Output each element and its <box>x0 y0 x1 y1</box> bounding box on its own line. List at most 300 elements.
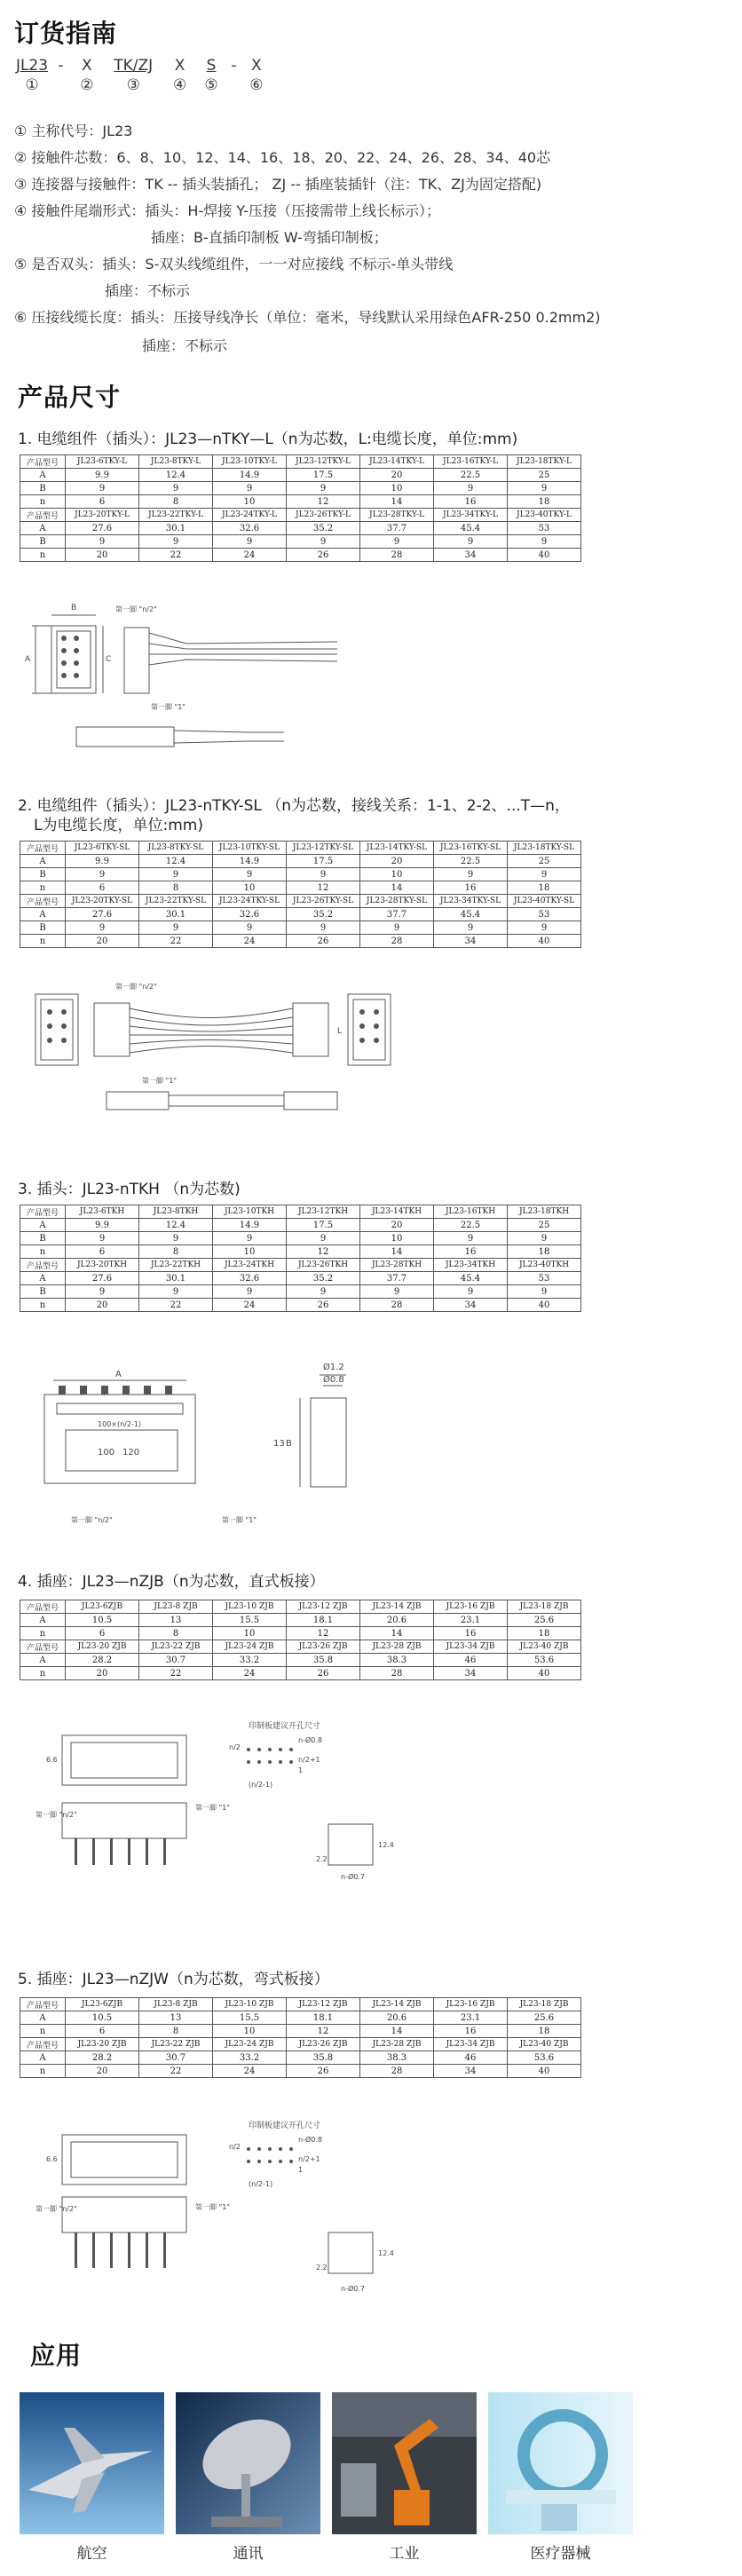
table-row <box>20 1232 581 1245</box>
table-cell: 16 <box>434 1627 508 1640</box>
table-cell: 25.6 <box>508 1614 581 1627</box>
table-cell: 30.7 <box>139 1654 213 1667</box>
table-row <box>20 855 581 868</box>
table-cell: A <box>20 855 66 868</box>
table-cell: 12 <box>287 2025 360 2038</box>
table-cell: 28.2 <box>66 2051 139 2065</box>
label-h1: 6.6 <box>46 2155 58 2163</box>
table-header-cell: JL23-20TKH <box>66 1259 139 1272</box>
table-header-cell: JL23-20TKY-SL <box>66 895 139 908</box>
table-header-row <box>20 842 581 855</box>
table-header-cell: JL23-22 ZJB <box>139 2038 213 2051</box>
table-cell: 53 <box>508 908 581 921</box>
table-header-row <box>20 455 581 469</box>
table-header-cell: JL23-34TKY-SL <box>434 895 508 908</box>
table-header-row <box>20 1205 581 1219</box>
table-cell: 35.2 <box>287 522 360 535</box>
drawing-label-c: C <box>106 655 112 664</box>
label-n21: n/2+1 <box>298 2155 320 2163</box>
table-header-cell: JL23-22TKY-SL <box>139 895 213 908</box>
spec-table-4 <box>20 1600 581 1680</box>
table-cell: 16 <box>434 2025 508 2038</box>
table-header-cell: 产品型号 <box>20 509 66 522</box>
table-row <box>20 1272 581 1285</box>
straight-socket-drawing <box>36 1718 408 1895</box>
table-cell: 14.9 <box>213 1219 287 1232</box>
table-cell: 13 <box>139 1614 213 1627</box>
table-row <box>20 1614 581 1627</box>
table-cell: 10 <box>213 1627 287 1640</box>
table-cell: 27.6 <box>66 908 139 921</box>
table-cell: 10 <box>213 495 287 509</box>
table-row <box>20 868 581 881</box>
table-cell: 9 <box>66 921 139 935</box>
table-cell: 22 <box>139 549 213 562</box>
table-cell: 35.8 <box>287 1654 360 1667</box>
table-cell: A <box>20 522 66 535</box>
table-cell: 6 <box>66 1627 139 1640</box>
table-cell: 53.6 <box>508 2051 581 2065</box>
table-header-cell: JL23-26TKY-SL <box>287 895 360 908</box>
table-cell: 23.1 <box>434 1614 508 1627</box>
label-one: 1 <box>298 2166 304 2174</box>
table-cell: 10 <box>360 1232 434 1245</box>
table-cell: 23.1 <box>434 2011 508 2025</box>
table-header-cell: JL23-16TKY-L <box>434 455 508 469</box>
table-cell: 18 <box>508 495 581 509</box>
table-cell: 26 <box>287 1667 360 1680</box>
table-cell: 30.1 <box>139 1272 213 1285</box>
table-row <box>20 522 581 535</box>
table-cell: 16 <box>434 881 508 895</box>
table-header-cell: 产品型号 <box>20 455 66 469</box>
table-header-cell: JL23-34 ZJB <box>434 1640 508 1654</box>
table-cell: 33.2 <box>213 1654 287 1667</box>
order-line: ① 主称代号：JL23 <box>14 122 133 139</box>
table-cell: 33.2 <box>213 2051 287 2065</box>
table-cell: 18 <box>508 2025 581 2038</box>
table-header-row <box>20 1259 581 1272</box>
code-part: X <box>81 57 92 75</box>
table-cell: 37.7 <box>360 522 434 535</box>
table-cell: 24 <box>213 1667 287 1680</box>
spec-table-1 <box>20 454 581 562</box>
code-num: ② <box>80 76 94 94</box>
table-header-cell: JL23-8 ZJB <box>139 1998 213 2011</box>
drawing-label-first: 第一脚 "1" <box>222 1516 257 1524</box>
table-cell: 46 <box>434 2051 508 2065</box>
table-header-cell: JL23-24TKH <box>213 1259 287 1272</box>
table-cell: 9 <box>360 535 434 549</box>
table-cell: 30.1 <box>139 908 213 921</box>
table-cell: 30.1 <box>139 522 213 535</box>
section-3-title: 3. 插头：JL23-nTKH （n为芯数) <box>18 1181 241 1198</box>
table-cell: 14 <box>360 881 434 895</box>
table-cell: 12.4 <box>139 469 213 482</box>
table-cell: 9.9 <box>66 855 139 868</box>
table-header-cell: JL23-28TKY-L <box>360 509 434 522</box>
label-n21: n/2+1 <box>298 1756 320 1764</box>
label-h3: 12.4 <box>378 2249 394 2257</box>
app-label-aviation: 航空 <box>76 2545 107 2563</box>
table-cell: 17.5 <box>287 1219 360 1232</box>
table-cell: 26 <box>287 935 360 948</box>
table-cell: 24 <box>213 549 287 562</box>
pcb-title: 印制板建议开孔尺寸 <box>249 2122 321 2130</box>
satellite-dish-image <box>176 2392 320 2534</box>
label-n2: n/2 <box>229 2143 241 2151</box>
table-header-cell: JL23-26 ZJB <box>287 1640 360 1654</box>
order-line: ③ 连接器与接触件：TK -- 插头装插孔； ZJ -- 插座装插针（注：TK、ZJ为固定搭配) <box>14 176 542 193</box>
table-header-cell: 产品型号 <box>20 2038 66 2051</box>
table-header-cell: JL23-10 ZJB <box>213 1600 287 1614</box>
label-d2: n-Ø0.7 <box>341 2285 365 2293</box>
table-header-cell: 产品型号 <box>20 1600 66 1614</box>
table-cell: 9 <box>139 1285 213 1299</box>
table-header-row <box>20 2038 581 2051</box>
table-header-cell: JL23-26 ZJB <box>287 2038 360 2051</box>
table-row <box>20 1299 581 1312</box>
label-one: 1 <box>298 1766 304 1774</box>
table-header-cell: JL23-6ZJB <box>66 1998 139 2011</box>
table-cell: 9 <box>66 1232 139 1245</box>
label-h2: 2.2 <box>316 2264 328 2272</box>
code-num: ④ <box>173 76 187 94</box>
table-cell: 26 <box>287 1299 360 1312</box>
section-5-title: 5. 插座：JL23—nZJW（n为芯数，弯式板接） <box>18 1971 329 1988</box>
table-header-cell: JL23-6TKY-SL <box>66 842 139 855</box>
section-2-title-cont: L为电缆长度，单位:mm) <box>34 817 203 834</box>
table-cell: 9 <box>139 868 213 881</box>
table-cell: 28 <box>360 935 434 948</box>
table-cell: 10.5 <box>66 1614 139 1627</box>
table-cell: B <box>20 868 66 881</box>
table-cell: 9 <box>508 535 581 549</box>
table-header-cell: 产品型号 <box>20 1998 66 2011</box>
table-header-cell: JL23-20 ZJB <box>66 2038 139 2051</box>
table-cell: 25.6 <box>508 2011 581 2025</box>
label-d: n-Ø0.8 <box>298 1736 322 1744</box>
table-cell: 25 <box>508 469 581 482</box>
table-row <box>20 1245 581 1259</box>
table-cell: 28.2 <box>66 1654 139 1667</box>
drawing-label-first: 第一脚 "1" <box>195 2203 230 2211</box>
table-cell: n <box>20 2025 66 2038</box>
pcb-title: 印制板建议开孔尺寸 <box>249 1722 321 1731</box>
table-cell: 9 <box>66 482 139 495</box>
table-cell: 8 <box>139 1245 213 1259</box>
table-header-cell: JL23-18TKY-SL <box>508 842 581 855</box>
table-cell: 27.6 <box>66 522 139 535</box>
drawing-label-last: 第一脚 "n/2" <box>36 1811 77 1819</box>
label-h1: 6.6 <box>46 1756 58 1764</box>
code-num: ⑤ <box>204 76 218 94</box>
code-part: - <box>231 57 237 75</box>
table-cell: n <box>20 1245 66 1259</box>
table-cell: 9 <box>66 535 139 549</box>
table-header-cell: JL23-10TKH <box>213 1205 287 1219</box>
table-header-cell: JL23-22 ZJB <box>139 1640 213 1654</box>
table-cell: 34 <box>434 1667 508 1680</box>
table-header-cell: JL23-12 ZJB <box>287 1998 360 2011</box>
table-cell: 9 <box>360 1285 434 1299</box>
fighter-jet-image <box>20 2392 164 2534</box>
table-cell: 8 <box>139 495 213 509</box>
table-row <box>20 881 581 895</box>
table-row <box>20 2051 581 2065</box>
model-code-numbers <box>14 76 268 94</box>
table-cell: 9 <box>434 868 508 881</box>
table-header-cell: 产品型号 <box>20 1640 66 1654</box>
table-cell: 13 <box>139 2011 213 2025</box>
order-guide-title: 订货指南 <box>14 19 118 48</box>
table-cell: 9 <box>434 535 508 549</box>
table-cell: A <box>20 1219 66 1232</box>
table-cell: 22.5 <box>434 1219 508 1232</box>
table-row <box>20 1285 581 1299</box>
table-cell: 12 <box>287 1245 360 1259</box>
table-cell: 40 <box>508 549 581 562</box>
table-cell: 20 <box>66 1299 139 1312</box>
table-cell: 9 <box>508 1232 581 1245</box>
table-cell: 9 <box>66 1285 139 1299</box>
table-cell: 9 <box>508 921 581 935</box>
cable-assembly-drawing <box>18 590 337 768</box>
drawing-label-b: B <box>71 604 77 612</box>
table-header-cell: JL23-6TKY-L <box>66 455 139 469</box>
table-header-cell: 产品型号 <box>20 842 66 855</box>
table-header-cell: JL23-20TKY-L <box>66 509 139 522</box>
table-cell: 10 <box>213 2025 287 2038</box>
double-head-cable-drawing <box>18 976 408 1136</box>
code-num: ③ <box>126 76 140 94</box>
table-header-cell: JL23-18TKY-L <box>508 455 581 469</box>
table-header-cell: JL23-18 ZJB <box>508 1998 581 2011</box>
table-cell: B <box>20 1285 66 1299</box>
table-header-cell: 产品型号 <box>20 1205 66 1219</box>
dimension-b: B <box>286 1439 292 1449</box>
table-header-cell: JL23-24TKY-SL <box>213 895 287 908</box>
drawing-label-last: 第一脚 "n/2" <box>71 1516 113 1524</box>
table-header-cell: JL23-26TKH <box>287 1259 360 1272</box>
table-cell: 10.5 <box>66 2011 139 2025</box>
table-header-cell: JL23-40TKY-L <box>508 509 581 522</box>
table-header-cell: JL23-22TKH <box>139 1259 213 1272</box>
table-row <box>20 935 581 948</box>
table-cell: B <box>20 921 66 935</box>
table-row <box>20 495 581 509</box>
table-cell: 28 <box>360 2065 434 2078</box>
table-cell: 9 <box>139 1232 213 1245</box>
table-cell: A <box>20 1614 66 1627</box>
table-cell: 9 <box>213 1285 287 1299</box>
table-cell: 12 <box>287 881 360 895</box>
table-cell: 9 <box>213 868 287 881</box>
order-line: ② 接触件芯数：6、8、10、12、14、16、18、20、22、24、26、28、34、40芯 <box>14 149 551 166</box>
table-cell: 28 <box>360 549 434 562</box>
table-header-cell: JL23-14TKY-L <box>360 455 434 469</box>
code-part: X <box>174 57 186 75</box>
table-cell: A <box>20 1272 66 1285</box>
table-cell: 26 <box>287 2065 360 2078</box>
table-header-cell: JL23-12TKY-SL <box>287 842 360 855</box>
spec-table-2 <box>20 841 581 948</box>
table-cell: 12 <box>287 495 360 509</box>
table-row <box>20 1654 581 1667</box>
table-header-cell: JL23-34TKH <box>434 1259 508 1272</box>
table-header-row <box>20 509 581 522</box>
table-cell: 9 <box>139 535 213 549</box>
table-cell: 28 <box>360 1299 434 1312</box>
table-cell: 17.5 <box>287 855 360 868</box>
table-header-cell: JL23-28 ZJB <box>360 2038 434 2051</box>
applications-title: 应用 <box>30 2341 83 2370</box>
code-part: S <box>206 57 217 75</box>
medical-equipment-image <box>488 2392 633 2534</box>
table-cell: A <box>20 908 66 921</box>
table-cell: 24 <box>213 935 287 948</box>
table-cell: n <box>20 935 66 948</box>
table-cell: n <box>20 549 66 562</box>
table-cell: 9 <box>287 482 360 495</box>
table-cell: 34 <box>434 2065 508 2078</box>
table-cell: 9.9 <box>66 1219 139 1232</box>
table-header-cell: JL23-18TKH <box>508 1205 581 1219</box>
table-cell: 10 <box>213 881 287 895</box>
order-line: ⑥ 压接线缆长度：插头：压接导线净长（单位：毫米，导线默认采用绿色AFR-250 0.2mm2) <box>14 309 601 326</box>
table-cell: n <box>20 881 66 895</box>
table-cell: 40 <box>508 935 581 948</box>
table-header-cell: JL23-40TKH <box>508 1259 581 1272</box>
table-cell: 20 <box>66 935 139 948</box>
table-header-cell: JL23-8TKH <box>139 1205 213 1219</box>
table-cell: 18.1 <box>287 1614 360 1627</box>
table-cell: A <box>20 1654 66 1667</box>
table-cell: 9 <box>213 482 287 495</box>
table-header-cell: JL23-14TKY-SL <box>360 842 434 855</box>
table-cell: 24 <box>213 2065 287 2078</box>
table-cell: 9 <box>139 921 213 935</box>
table-header-cell: JL23-34 ZJB <box>434 2038 508 2051</box>
table-cell: 20 <box>360 855 434 868</box>
table-cell: 25 <box>508 855 581 868</box>
table-cell: 9 <box>287 535 360 549</box>
table-header-cell: JL23-14 ZJB <box>360 1600 434 1614</box>
table-cell: 9 <box>213 921 287 935</box>
order-line: 插座：B-直插印制板 W-弯插印制板； <box>151 229 388 246</box>
drawing-label-first: 第一脚 "1" <box>195 1804 230 1812</box>
table-cell: 9 <box>434 1285 508 1299</box>
table-cell: B <box>20 482 66 495</box>
table-row <box>20 549 581 562</box>
table-header-cell: JL23-10TKY-SL <box>213 842 287 855</box>
table-cell: 53 <box>508 1272 581 1285</box>
table-cell: 18 <box>508 1245 581 1259</box>
table-header-cell: JL23-24 ZJB <box>213 2038 287 2051</box>
table-header-cell: JL23-12TKY-L <box>287 455 360 469</box>
table-cell: 14 <box>360 2025 434 2038</box>
table-cell: 9 <box>139 482 213 495</box>
label-n2: n/2 <box>229 1743 241 1751</box>
product-dimensions-title: 产品尺寸 <box>18 383 122 412</box>
table-cell: 22 <box>139 1299 213 1312</box>
table-header-cell: JL23-14 ZJB <box>360 1998 434 2011</box>
table-cell: 9 <box>287 1285 360 1299</box>
table-header-cell: JL23-14TKH <box>360 1205 434 1219</box>
table-cell: 27.6 <box>66 1272 139 1285</box>
table-cell: 22.5 <box>434 855 508 868</box>
app-label-medical: 医疗器械 <box>530 2545 591 2563</box>
industrial-robot-image <box>332 2392 477 2534</box>
table-cell: 9 <box>287 868 360 881</box>
table-cell: 25 <box>508 1219 581 1232</box>
label-pitch: (n/2-1) <box>249 2180 273 2188</box>
dimension-d1: Ø1.2 <box>323 1363 344 1372</box>
dimension-a: A <box>115 1370 122 1379</box>
table-cell: 32.6 <box>213 522 287 535</box>
table-cell: 35.8 <box>287 2051 360 2065</box>
table-header-cell: JL23-40 ZJB <box>508 2038 581 2051</box>
dimension-d2: Ø0.8 <box>323 1375 344 1385</box>
table-cell: 6 <box>66 495 139 509</box>
table-header-cell: JL23-12TKH <box>287 1205 360 1219</box>
table-row <box>20 2025 581 2038</box>
table-cell: 15.5 <box>213 1614 287 1627</box>
table-cell: 8 <box>139 1627 213 1640</box>
code-part: JL23 <box>15 57 49 75</box>
table-cell: 46 <box>434 1654 508 1667</box>
table-cell: 15.5 <box>213 2011 287 2025</box>
table-cell: 37.7 <box>360 908 434 921</box>
order-line: ④ 接触件尾端形式：插头：H-焊接 Y-压接（压接需带上线长标示）； <box>14 202 440 219</box>
drawing-label-first: 第一脚 "1" <box>142 1077 177 1085</box>
table-header-cell: JL23-28TKY-SL <box>360 895 434 908</box>
order-line: 插座：不标示 <box>142 337 228 354</box>
table-cell: A <box>20 2011 66 2025</box>
table-cell: 32.6 <box>213 1272 287 1285</box>
table-header-cell: JL23-18 ZJB <box>508 1600 581 1614</box>
table-cell: 53 <box>508 522 581 535</box>
table-cell: 14.9 <box>213 855 287 868</box>
table-cell: 6 <box>66 1245 139 1259</box>
table-row <box>20 1667 581 1680</box>
table-row <box>20 2011 581 2025</box>
table-cell: 6 <box>66 2025 139 2038</box>
drawing-label-last: 第一脚 "n/2" <box>115 605 157 613</box>
table-header-cell: JL23-6ZJB <box>66 1600 139 1614</box>
table-cell: 26 <box>287 549 360 562</box>
table-row <box>20 482 581 495</box>
table-cell: 9 <box>287 921 360 935</box>
label-pitch: (n/2-1) <box>249 1781 273 1789</box>
table-row <box>20 2065 581 2078</box>
table-header-cell: JL23-22TKY-L <box>139 509 213 522</box>
table-cell: n <box>20 2065 66 2078</box>
label-h2: 2.2 <box>316 1855 328 1863</box>
table-cell: n <box>20 1299 66 1312</box>
table-cell: 14 <box>360 1627 434 1640</box>
table-header-cell: JL23-10 ZJB <box>213 1998 287 2011</box>
label-d2: n-Ø0.7 <box>341 1873 365 1881</box>
table-cell: n <box>20 1667 66 1680</box>
table-cell: 14 <box>360 1245 434 1259</box>
table-header-cell: 产品型号 <box>20 1259 66 1272</box>
drawing-label-last: 第一脚 "n/2" <box>36 2205 77 2213</box>
table-cell: 38.3 <box>360 1654 434 1667</box>
table-cell: 6 <box>66 881 139 895</box>
table-cell: n <box>20 495 66 509</box>
table-cell: 17.5 <box>287 469 360 482</box>
